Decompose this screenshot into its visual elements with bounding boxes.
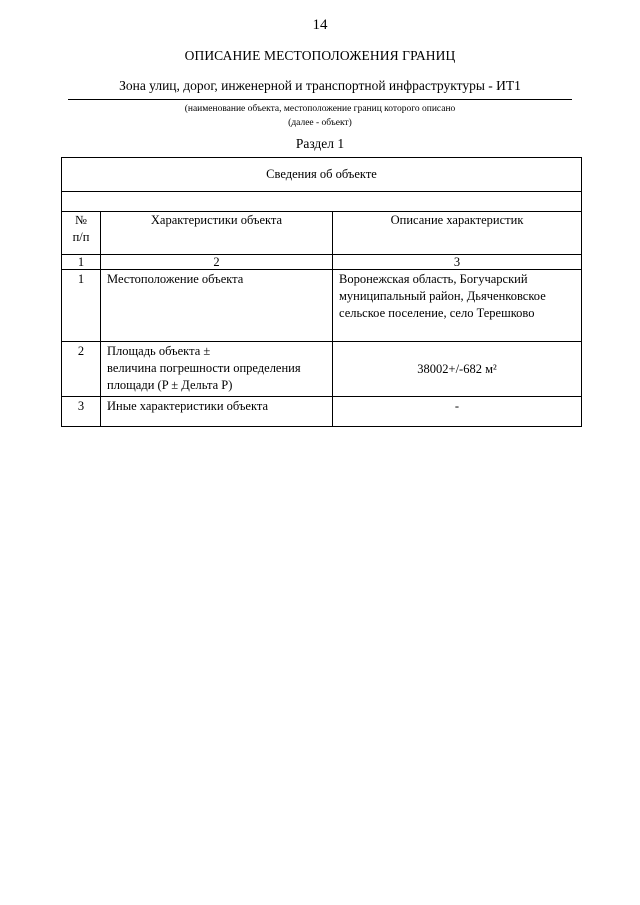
row-1-description: Воронежская область, Богучарский муниципальный район, Дьяченковское сельское поселение, село Терешково [333, 270, 582, 342]
col-number-2: 2 [101, 255, 333, 270]
table-row [62, 397, 582, 427]
header-num [62, 212, 101, 255]
section-title: Раздел 1 [295, 136, 345, 151]
row-3-characteristic: Иные характеристики объекта [101, 397, 333, 427]
table-header-row [62, 212, 582, 255]
page-number: 14 [312, 17, 328, 33]
row-2-characteristic-line2: величина погрешности определения площади (P ± Дельта P) [107, 361, 301, 392]
row-3-description: - [333, 397, 582, 427]
object-name: Зона улиц, дорог, инженерной и транспортной инфраструктуры - ИТ1 [119, 78, 521, 93]
row-1-characteristic: Местоположение объекта [101, 270, 333, 342]
header-num-line2: п/п [72, 230, 90, 244]
object-name-note-line1: (наименование объекта, местоположение границ которого описано [184, 104, 456, 114]
object-info-table [61, 157, 582, 427]
table-caption-row [62, 158, 582, 192]
row-1-num: 1 [62, 270, 101, 342]
table-row [62, 342, 582, 397]
header-num-line1: № [75, 213, 87, 227]
table-row [62, 270, 582, 342]
row-2-num: 2 [62, 342, 101, 397]
row-2-characteristic-line1: Площадь объекта ± [107, 344, 211, 358]
row-3-num: 3 [62, 397, 101, 427]
table-spacer-cell [62, 192, 582, 212]
object-name-note-line2: (далее - объект) [288, 118, 352, 128]
row-2-characteristic [101, 342, 333, 397]
header-description: Описание характеристик [333, 212, 582, 255]
table-caption: Сведения об объекте [62, 158, 582, 192]
col-number-3: 3 [333, 255, 582, 270]
document-title: ОПИСАНИЕ МЕСТОПОЛОЖЕНИЯ ГРАНИЦ [184, 48, 456, 63]
header-characteristic: Характеристики объекта [101, 212, 333, 255]
table-spacer-row [62, 192, 582, 212]
table-column-numbers-row [62, 255, 582, 270]
object-name-underline [68, 99, 572, 100]
row-2-description: 38002+/-682 м² [333, 342, 582, 397]
col-number-1: 1 [62, 255, 101, 270]
